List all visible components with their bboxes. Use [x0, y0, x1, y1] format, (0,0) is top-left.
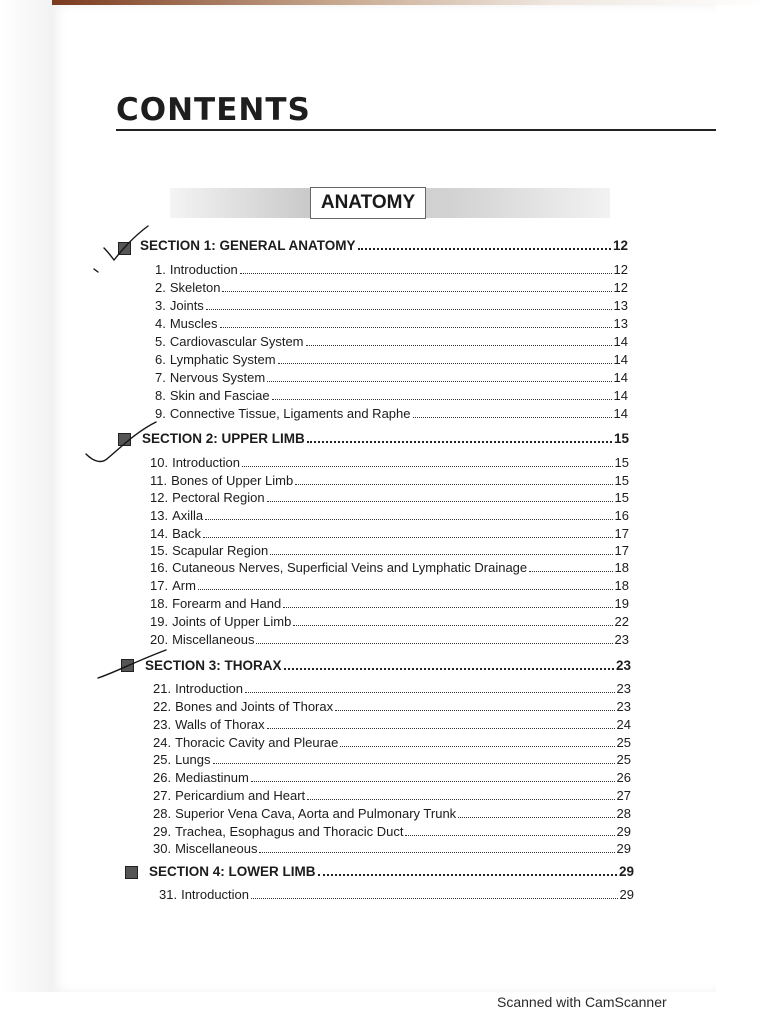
toc-entry — [153, 752, 631, 767]
dot-leader — [284, 668, 614, 670]
toc-entry — [153, 681, 631, 696]
toc-entry-label: Introduction — [181, 887, 250, 902]
dot-leader — [307, 799, 614, 800]
toc-entry — [150, 490, 629, 505]
toc-entry-number: 26. — [153, 770, 172, 785]
toc-entry-label: Skeleton — [169, 280, 221, 295]
toc-entry-page-number: 15 — [614, 455, 629, 470]
toc-entry — [150, 473, 629, 488]
toc-entry-label: Cardiovascular System — [169, 334, 304, 349]
dot-leader — [340, 746, 614, 747]
page-title: CONTENTS — [116, 92, 311, 128]
toc-entry-label: Back — [172, 526, 201, 541]
toc-entry-page-number: 29 — [616, 841, 631, 856]
toc-entry-label: Introduction — [172, 455, 241, 470]
toc-entry-label: Miscellaneous — [172, 632, 255, 647]
toc-entry-number: 13. — [150, 508, 169, 523]
dot-leader — [267, 728, 615, 729]
dot-leader — [295, 484, 612, 485]
toc-entry — [155, 280, 628, 295]
dot-leader — [251, 898, 618, 899]
toc-entry — [153, 788, 631, 803]
section-bullet-square — [125, 866, 138, 879]
toc-entry-page-number: 25 — [616, 752, 631, 767]
toc-entry-number: 20. — [150, 632, 169, 647]
dot-leader — [278, 363, 612, 364]
toc-entry-page-number: 25 — [616, 735, 631, 750]
toc-entry-number: 16. — [150, 560, 169, 575]
tick-mark-section-3 — [92, 646, 172, 686]
toc-entry — [153, 735, 631, 750]
dot-leader — [256, 643, 612, 644]
toc-entry-page-number: 17 — [614, 526, 629, 541]
toc-entry — [159, 887, 634, 902]
toc-entry-page-number: 17 — [614, 543, 629, 558]
toc-entry-page-number: 23 — [616, 681, 631, 696]
section-heading-page-number: 29 — [618, 864, 634, 879]
toc-entry-page-number: 27 — [616, 788, 631, 803]
toc-entry-number: 24. — [153, 735, 172, 750]
toc-entry-number: 25. — [153, 752, 172, 767]
toc-entry-page-number: 26 — [616, 770, 631, 785]
toc-entry-number: 8. — [155, 388, 166, 403]
toc-entry-label: Forearm and Hand — [172, 596, 282, 611]
dot-leader — [240, 273, 612, 274]
toc-entry-number: 1. — [155, 262, 166, 277]
toc-entry — [155, 388, 628, 403]
toc-entry — [153, 699, 631, 714]
toc-entry-page-number: 23 — [616, 699, 631, 714]
toc-entry — [150, 560, 629, 575]
toc-entry — [150, 632, 629, 647]
section-heading — [142, 431, 629, 446]
toc-entry-label: Introduction — [169, 262, 238, 277]
toc-entry — [150, 614, 629, 629]
dot-leader — [270, 554, 612, 555]
toc-entry-page-number: 15 — [614, 490, 629, 505]
toc-entry-label: Mediastinum — [175, 770, 249, 785]
toc-entry-page-number: 13 — [613, 298, 628, 313]
toc-entry-page-number: 23 — [614, 632, 629, 647]
toc-entry-number: 21. — [153, 681, 172, 696]
toc-entry — [153, 717, 631, 732]
toc-entry-number: 22. — [153, 699, 172, 714]
toc-entry — [155, 370, 628, 385]
toc-entry — [150, 508, 629, 523]
dot-leader — [267, 381, 611, 382]
toc-entry-number: 9. — [155, 406, 166, 421]
toc-entry — [155, 352, 628, 367]
scanner-watermark: Scanned with CamScanner — [497, 994, 667, 1010]
toc-entry — [155, 334, 628, 349]
toc-entry-label: Introduction — [175, 681, 244, 696]
toc-entry-page-number: 22 — [614, 614, 629, 629]
dot-leader — [358, 248, 611, 250]
toc-entry-page-number: 29 — [616, 824, 631, 839]
dot-leader — [272, 399, 612, 400]
dot-leader — [267, 501, 613, 502]
toc-entry-page-number: 24 — [616, 717, 631, 732]
dot-leader — [205, 519, 612, 520]
toc-entry — [150, 455, 629, 470]
section-heading-label: SECTION 1: GENERAL ANATOMY — [140, 238, 356, 253]
toc-entry-number: 28. — [153, 806, 172, 821]
dot-leader — [251, 781, 615, 782]
part-heading: ANATOMY — [310, 187, 426, 219]
toc-entry-page-number: 14 — [613, 334, 628, 349]
toc-entry — [153, 770, 631, 785]
toc-entry-number: 10. — [150, 455, 169, 470]
toc-entry-label: Lungs — [175, 752, 211, 767]
toc-entry-label: Nervous System — [169, 370, 266, 385]
dot-leader — [318, 874, 617, 876]
dot-leader — [198, 589, 613, 590]
dot-leader — [220, 327, 612, 328]
toc-entry-page-number: 18 — [614, 560, 629, 575]
toc-entry-label: Muscles — [169, 316, 218, 331]
toc-entry-number: 27. — [153, 788, 172, 803]
toc-entry-page-number: 14 — [613, 406, 628, 421]
toc-entry-label: Thoracic Cavity and Pleurae — [175, 735, 339, 750]
dot-leader — [206, 309, 612, 310]
section-heading-label: SECTION 2: UPPER LIMB — [142, 431, 305, 446]
section-heading-page-number: 12 — [612, 238, 628, 253]
section-heading-page-number: 15 — [613, 431, 629, 446]
toc-entry-label: Joints of Upper Limb — [172, 614, 292, 629]
dot-leader — [203, 537, 613, 538]
toc-entry-label: Skin and Fasciae — [169, 388, 270, 403]
section-heading-label: SECTION 3: THORAX — [145, 658, 282, 673]
dot-leader — [413, 417, 612, 418]
section-heading-label: SECTION 4: LOWER LIMB — [149, 864, 316, 879]
toc-entry-page-number: 14 — [613, 388, 628, 403]
toc-entry-label: Connective Tissue, Ligaments and Raphe — [169, 406, 411, 421]
dot-leader — [293, 625, 612, 626]
toc-entry — [150, 578, 629, 593]
toc-entry — [150, 526, 629, 541]
toc-entry-number: 23. — [153, 717, 172, 732]
toc-entry-label: Superior Vena Cava, Aorta and Pulmonary Trunk — [175, 806, 457, 821]
toc-entry-page-number: 15 — [614, 473, 629, 488]
toc-entry — [155, 406, 628, 421]
toc-entry-number: 3. — [155, 298, 166, 313]
toc-entry-page-number: 14 — [613, 352, 628, 367]
dot-leader — [335, 710, 614, 711]
dot-leader — [283, 607, 612, 608]
toc-entry-page-number: 12 — [613, 280, 628, 295]
toc-entry-label: Pectoral Region — [172, 490, 265, 505]
toc-entry-label: Miscellaneous — [175, 841, 258, 856]
toc-entry-label: Bones and Joints of Thorax — [175, 699, 334, 714]
toc-entry — [150, 543, 629, 558]
toc-entry-number: 12. — [150, 490, 169, 505]
toc-entry-page-number: 12 — [613, 262, 628, 277]
toc-entry-label: Trachea, Esophagus and Thoracic Duct — [175, 824, 404, 839]
toc-entry — [155, 316, 628, 331]
toc-entry — [155, 298, 628, 313]
toc-entry-page-number: 19 — [614, 596, 629, 611]
toc-entry-number: 19. — [150, 614, 169, 629]
toc-entry-page-number: 18 — [614, 578, 629, 593]
toc-entry-number: 14. — [150, 526, 169, 541]
section-heading — [140, 238, 628, 253]
toc-entry-page-number: 29 — [619, 887, 634, 902]
section-heading-page-number: 23 — [615, 658, 631, 673]
toc-entry-number: 18. — [150, 596, 169, 611]
dot-leader — [245, 692, 615, 693]
toc-entry-page-number: 28 — [616, 806, 631, 821]
toc-entry-label: Cutaneous Nerves, Superficial Veins and Lymphatic Drainage — [172, 560, 528, 575]
toc-entry-number: 4. — [155, 316, 166, 331]
dot-leader — [259, 852, 614, 853]
toc-entry-label: Axilla — [172, 508, 204, 523]
tick-mark-section-1 — [84, 222, 154, 278]
toc-entry-page-number: 14 — [613, 370, 628, 385]
toc-entry — [155, 262, 628, 277]
toc-entry-number: 2. — [155, 280, 166, 295]
toc-entry-number: 7. — [155, 370, 166, 385]
toc-entry-number: 17. — [150, 578, 169, 593]
dot-leader — [306, 345, 612, 346]
dot-leader — [458, 817, 614, 818]
dot-leader — [529, 571, 612, 572]
toc-entry-label: Pericardium and Heart — [175, 788, 306, 803]
toc-entry-page-number: 16 — [614, 508, 629, 523]
toc-entry-label: Walls of Thorax — [175, 717, 265, 732]
toc-entry-page-number: 13 — [613, 316, 628, 331]
section-heading — [149, 864, 634, 879]
toc-entry-number: 30. — [153, 841, 172, 856]
toc-entry-number: 6. — [155, 352, 166, 367]
section-heading — [145, 658, 631, 673]
toc-entry-number: 5. — [155, 334, 166, 349]
dot-leader — [222, 291, 611, 292]
dot-leader — [213, 763, 615, 764]
toc-entry-number: 11. — [150, 473, 168, 488]
toc-entry — [153, 824, 631, 839]
tick-mark-section-2 — [80, 418, 160, 468]
toc-entry-number: 29. — [153, 824, 172, 839]
toc-entry-label: Scapular Region — [172, 543, 269, 558]
toc-entry-label: Lymphatic System — [169, 352, 276, 367]
toc-entry-number: 15. — [150, 543, 169, 558]
toc-entry — [150, 596, 629, 611]
dot-leader — [307, 441, 612, 443]
dot-leader — [242, 466, 613, 467]
dot-leader — [405, 835, 614, 836]
toc-entry — [153, 806, 631, 821]
toc-entry-number: 31. — [159, 887, 178, 902]
toc-entry — [153, 841, 631, 856]
toc-entry-label: Bones of Upper Limb — [171, 473, 294, 488]
toc-entry-label: Joints — [169, 298, 204, 313]
toc-entry-label: Arm — [172, 578, 196, 593]
